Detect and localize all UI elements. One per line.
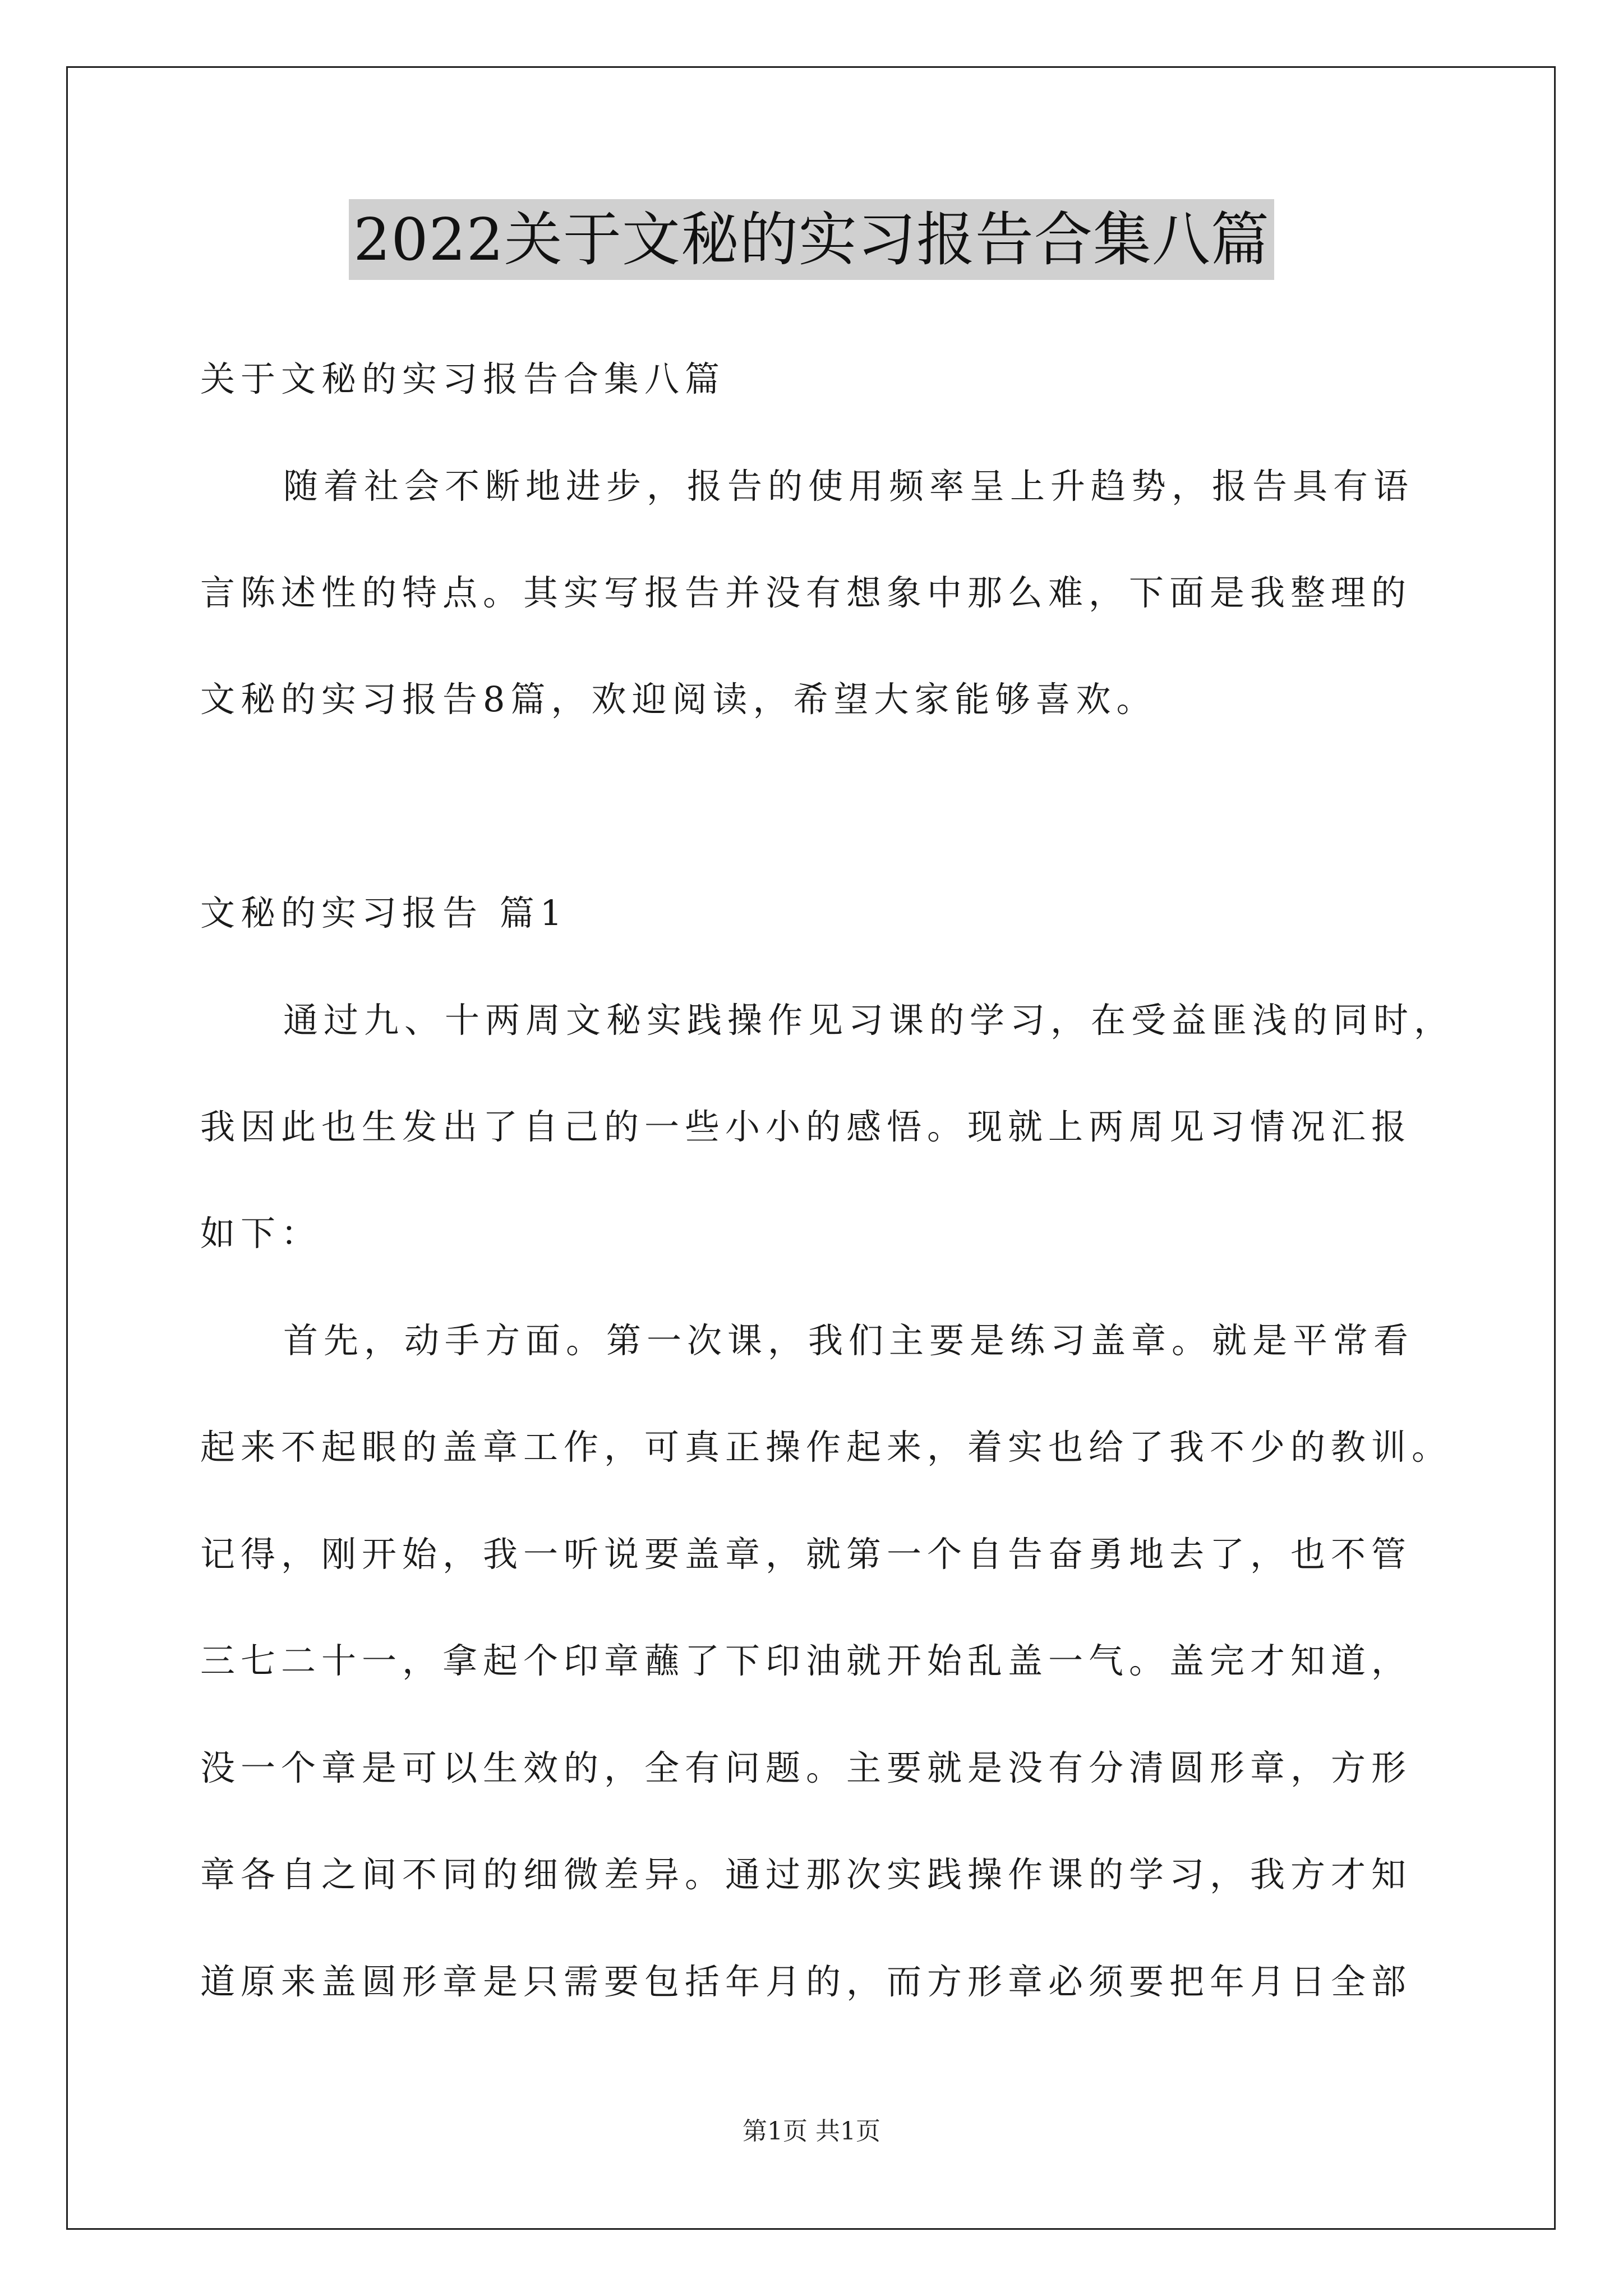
page-number-footer: 第1页 共1页 xyxy=(743,2117,880,2146)
paragraph-line: 起来不起眼的盖章工作，可真正操作起来，着实也给了我不少的教训。 xyxy=(200,1427,1453,1467)
paragraph-line: 首先，动手方面。第一次课，我们主要是练习盖章。就是平常看 xyxy=(283,1320,1414,1361)
paragraph-line: 我因此也生发出了自己的一些小小的感悟。现就上两周见习情况汇报 xyxy=(200,1106,1412,1147)
paragraph-line: 没一个章是可以生效的，全有问题。主要就是没有分清圆形章，方形 xyxy=(200,1747,1412,1788)
section-heading: 文秘的实习报告 篇1 xyxy=(200,892,568,933)
intro-line: 随着社会不断地进步，报告的使用频率呈上升趋势，报告具有语 xyxy=(283,466,1414,507)
paragraph-line: 通过九、十两周文秘实践操作见习课的学习，在受益匪浅的同时， xyxy=(283,1000,1455,1041)
document-title: 2022关于文秘的实习报告合集八篇 xyxy=(349,199,1274,280)
title-container xyxy=(0,199,1623,280)
intro-line: 文秘的实习报告8篇，欢迎阅读，希望大家能够喜欢。 xyxy=(200,679,1157,720)
paragraph-line: 道原来盖圆形章是只需要包括年月的，而方形章必须要把年月日全部 xyxy=(200,1961,1412,2002)
paragraph-line: 记得，刚开始，我一听说要盖章，就第一个自告奋勇地去了，也不管 xyxy=(200,1534,1412,1575)
intro-line: 言陈述性的特点。其实写报告并没有想象中那么难，下面是我整理的 xyxy=(200,572,1412,613)
paragraph-line: 三七二十一，拿起个印章蘸了下印油就开始乱盖一气。盖完才知道， xyxy=(200,1640,1412,1681)
document-subtitle: 关于文秘的实习报告合集八篇 xyxy=(200,358,726,399)
paragraph-line: 章各自之间不同的细微差异。通过那次实践操作课的学习，我方才知 xyxy=(200,1854,1412,1895)
paragraph-line: 如下： xyxy=(200,1213,322,1254)
